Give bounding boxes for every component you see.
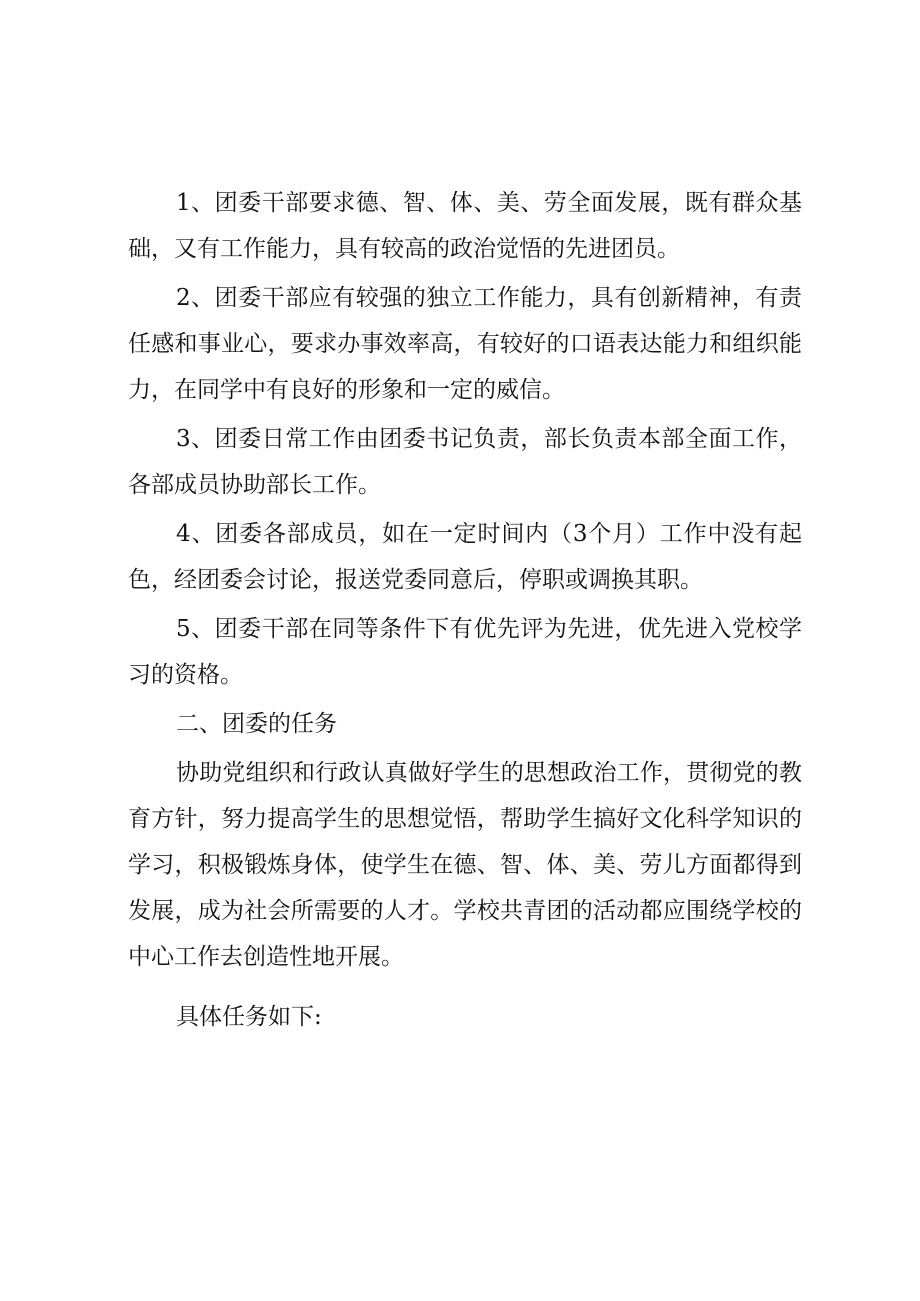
- section-heading: 二、团委的任务: [176, 711, 337, 737]
- paragraph-tasks-intro: 具体任务如下:: [176, 1004, 322, 1030]
- paragraph-requirement-3: 3、团委日常工作由团委书记负责，部长负责本部全面工作，各部成员协助部长工作。: [128, 426, 802, 498]
- document-body: [128, 180, 802, 1043]
- paragraph-requirement-1: 1、团委干部要求德、智、体、美、劳全面发展，既有群众基础，又有工作能力，具有较高的政治觉悟的先进团员。: [128, 190, 802, 262]
- paragraph-requirement-2: 2、团委干部应有较强的独立工作能力，具有创新精神，有责任感和事业心，要求办事效率高，有较好的口语表达能力和组织能力，在同学中有良好的形象和一定的威信。: [128, 285, 802, 403]
- paragraph-requirement-4: 4、团委各部成员，如在一定时间内（3个月）工作中没有起色，经团委会讨论，报送党委同意后，停职或调换其职。: [128, 521, 802, 593]
- paragraph-requirement-5: 5、团委干部在同等条件下有优先评为先进，优先进入党校学习的资格。: [128, 616, 802, 688]
- paragraph-tasks: 协助党组织和行政认真做好学生的思想政治工作，贯彻党的教育方针，努力提高学生的思想觉悟，帮助学生搞好文化科学知识的学习，积极锻炼身体，使学生在德、智、体、美、劳儿方面都得到发展，成为社会所需要的人才。学校共青团的活动都应围绕学校的中心工作去创造性地开展。: [128, 760, 802, 970]
